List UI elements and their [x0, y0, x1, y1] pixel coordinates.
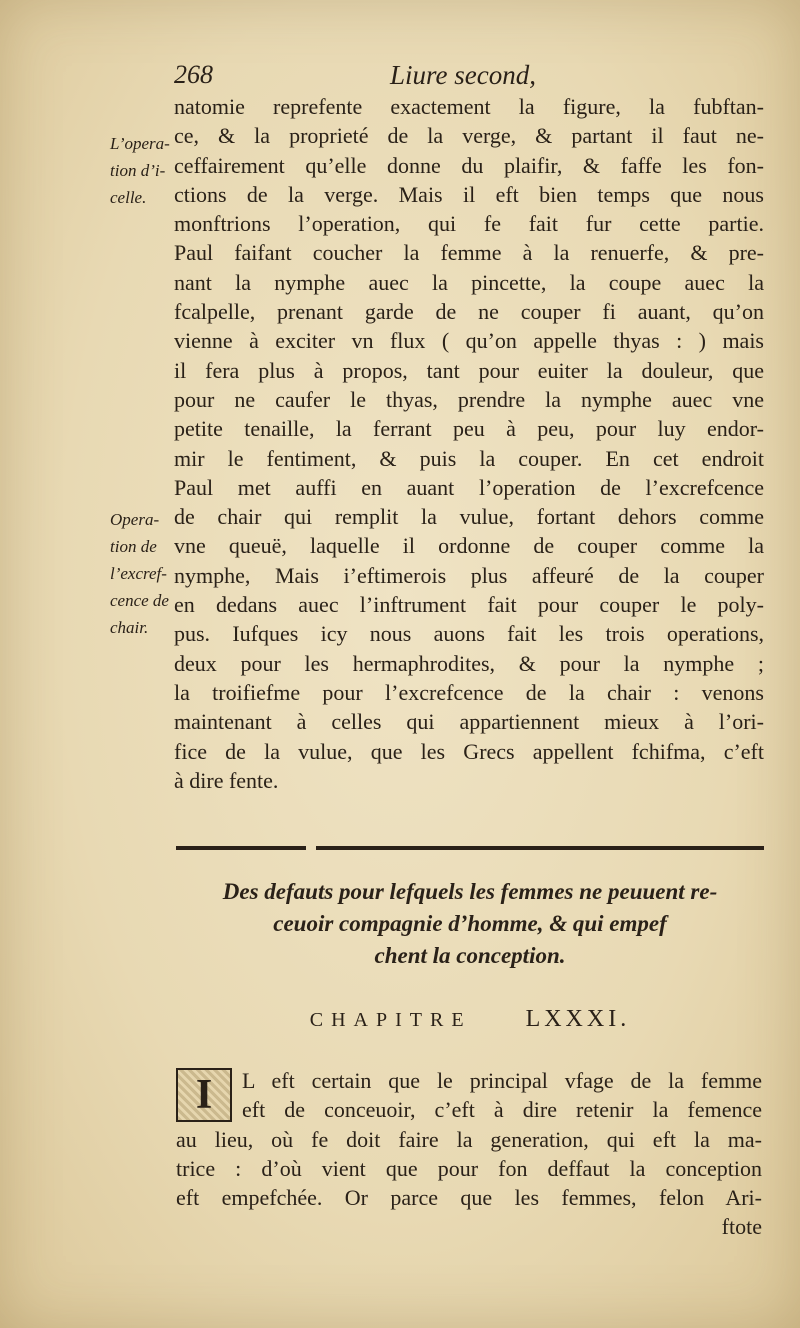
margin-note-line: L’opera- — [110, 134, 170, 153]
text-line: monftrions l’operation, qui fe fait fur cette partie. — [174, 211, 764, 237]
text-line: nymphe, Mais i’eftimerois plus affeuré de la couper — [174, 562, 764, 588]
running-title: Liure second, — [390, 60, 536, 90]
heading-line: ceuoir compagnie d’homme, & qui empef — [273, 911, 667, 936]
chapter-text-block — [176, 1066, 762, 1242]
margin-note-line: tion de — [110, 537, 157, 556]
text-line: eft empefchée. Or parce que les femmes, felon Ari- — [176, 1185, 762, 1211]
text-line: ctions de la verge. Mais il eft bien temps que nous — [174, 181, 764, 207]
decorated-initial: I — [176, 1068, 232, 1122]
text-line: mir le fentiment, & puis la couper. En cet endroit — [174, 445, 764, 471]
margin-note-line: l’excref- — [110, 564, 167, 583]
margin-note-line: Opera- — [110, 510, 160, 529]
text-line: petite tenaille, la ferrant peu à peu, pour luy endor- — [174, 416, 764, 442]
section-divider — [176, 846, 764, 852]
text-line: maintenant à celles qui appartiennent mieux à l’ori- — [174, 709, 764, 735]
section-heading — [176, 876, 764, 972]
text-line: vne queuë, laquelle il ordonne de couper comme la — [174, 533, 764, 559]
chapter-title — [176, 1006, 764, 1033]
chapter-word: CHAPITRE — [309, 1009, 472, 1031]
margin-note-operation — [110, 130, 174, 211]
heading-line: Des defauts pour lefquels les femmes ne peuuent re- — [222, 879, 718, 904]
text-line: pus. Iufques icy nous auons fait les trois operations, — [174, 621, 764, 647]
text-line: la troifiefme pour l’excrefcence de la chair : venons — [174, 679, 764, 705]
margin-note-line: tion d’i- — [110, 161, 166, 180]
text-line: ce, & la proprieté de la verge, & partant il faut ne- — [174, 123, 764, 149]
text-line: il fera plus à propos, tant pour euiter la douleur, que — [174, 357, 764, 383]
text-line: L eft certain que le principal vfage de la femme — [242, 1068, 762, 1093]
catchword: ftote — [721, 1214, 762, 1240]
margin-note-excrescence — [110, 506, 174, 641]
margin-note-line: celle. — [110, 188, 147, 207]
main-text-block — [174, 92, 764, 795]
heading-line: chent la conception. — [374, 943, 566, 968]
text-line: Paul faifant coucher la femme à la renuerfe, & pre- — [174, 240, 764, 266]
text-line: natomie reprefente exactement la figure, la fubftan- — [174, 94, 764, 119]
chapter-number: LXXXI. — [525, 1006, 631, 1032]
text-line: de chair qui remplit la vulue, fortant dehors comme — [174, 504, 764, 530]
margin-note-line: cence de — [110, 591, 169, 610]
text-line: Paul met auffi en auant l’operation de l’excrefcence — [174, 474, 764, 500]
text-line: fice de la vulue, que les Grecs appellent fchifma, c’eft — [174, 738, 764, 764]
text-line: nant la nymphe auec la pincette, la coupe auec la — [174, 269, 764, 295]
text-line: au lieu, où fe doit faire la generation, qui eft la ma- — [176, 1126, 762, 1152]
page-number: 268 — [174, 60, 213, 89]
text-line: deux pour les hermaphrodites, & pour la nymphe ; — [174, 650, 764, 676]
text-line: fcalpelle, prenant garde de ne couper fi auant, qu’on — [174, 299, 764, 325]
text-line: trice : d’où vient que pour fon deffaut la conception — [176, 1155, 762, 1181]
text-line: pour ne caufer le thyas, prendre la nymphe auec vne — [174, 386, 764, 412]
text-line: eft de conceuoir, c’eft à dire retenir la femence — [242, 1097, 762, 1123]
divider-rule-short — [176, 846, 306, 850]
divider-rule-long — [316, 846, 764, 850]
text-line: en dedans auec l’inftrument fait pour couper le poly- — [174, 592, 764, 618]
text-line: ceffairement qu’elle donne du plaifir, & faffe les fon- — [174, 152, 764, 178]
text-line: à dire fente. — [174, 767, 279, 793]
text-line: vienne à exciter vn flux ( qu’on appelle thyas : ) mais — [174, 328, 764, 354]
margin-note-line: chair. — [110, 618, 149, 637]
